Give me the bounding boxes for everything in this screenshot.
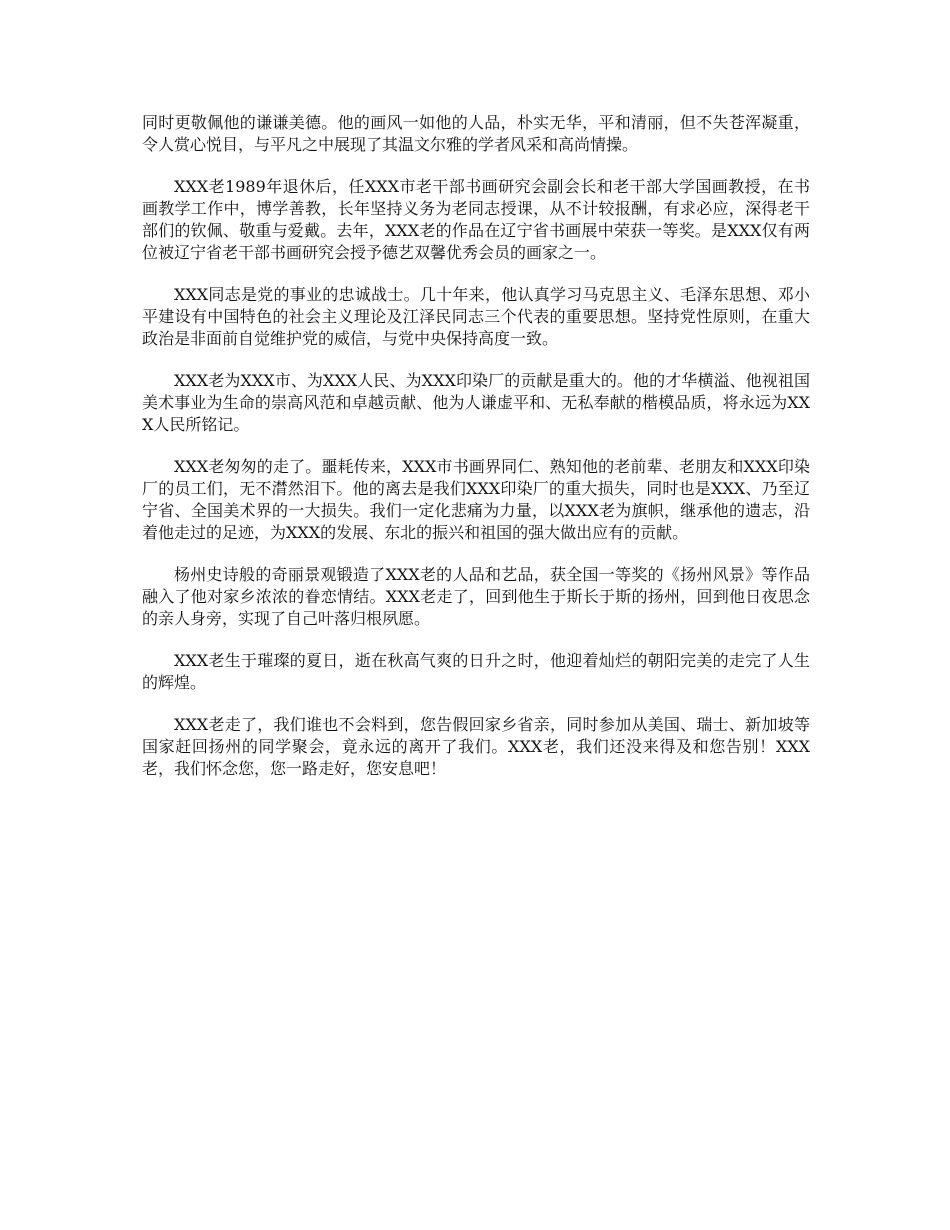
paragraph-life-span: XXX老生于璀璨的夏日，逝在秋高气爽的日升之时，他迎着灿烂的朝阳完美的走完了人生的辉煌。 [142,651,810,692]
document-body [142,112,810,800]
paragraph-mourning: XXX老匆匆的走了。噩耗传来，XXX市书画界同仁、熟知他的老前辈、老朋友和XXX印染厂的员工们，无不潸然泪下。他的离去是我们XXX印染厂的重大损失，同时也是XXX、乃至辽宁省、全国美术界的一大损失。我们一定化悲痛为力量，以XXX老为旗帜，继承他的遗志，沿着他走过的足迹，为XXX的发展、东北的振兴和祖国的强大做出应有的贡献。 [142,457,810,542]
paragraph-retirement: XXX老1989年退休后，任XXX市老干部书画研究会副会长和老干部大学国画教授，在书画教学工作中，博学善教，长年坚持义务为老同志授课，从不计较报酬，有求必应，深得老干部们的钦佩、敬重与爱戴。去年，XXX老的作品在辽宁省书画展中荣获一等奖。是XXX仅有两位被辽宁省老干部书画研究会授予德艺双馨优秀会员的画家之一。 [142,177,810,262]
paragraph-yangzhou: 杨州史诗般的奇丽景观锻造了XXX老的人品和艺品，获全国一等奖的《扬州风景》等作品融入了他对家乡浓浓的眷恋情结。XXX老走了，回到他生于斯长于斯的扬州，回到他日夜思念的亲人身旁，实现了自己叶落归根夙愿。 [142,565,810,628]
paragraph-continuation: 同时更敬佩他的谦谦美德。他的画风一如他的人品，朴实无华，平和清丽，但不失苍浑凝重，令人赏心悦目，与平凡之中展现了其温文尔雅的学者风采和高尚情操。 [142,113,810,154]
paragraph-contribution: XXX老为XXX市、为XXX人民、为XXX印染厂的贡献是重大的。他的才华横溢、他视祖国美术事业为生命的崇高风范和卓越贡献、他为人谦虚平和、无私奉献的楷模品质，将永远为XXX人民所铭记。 [142,371,810,434]
paragraph-party-loyalty: XXX同志是党的事业的忠诚战士。几十年来，他认真学习马克思主义、毛泽东思想、邓小平建设有中国特色的社会主义理论及江泽民同志三个代表的重要思想。坚持党性原则，在重大政治是非面前自觉维护党的威信，与党中央保持高度一致。 [142,285,810,348]
paragraph-farewell: XXX老走了，我们谁也不会料到，您告假回家乡省亲，同时参加从美国、瑞士、新加坡等国家赶回扬州的同学聚会，竟永远的离开了我们。XXX老，我们还没来得及和您告别！XXX老，我们怀念您，您一路走好，您安息吧！ [142,715,810,778]
